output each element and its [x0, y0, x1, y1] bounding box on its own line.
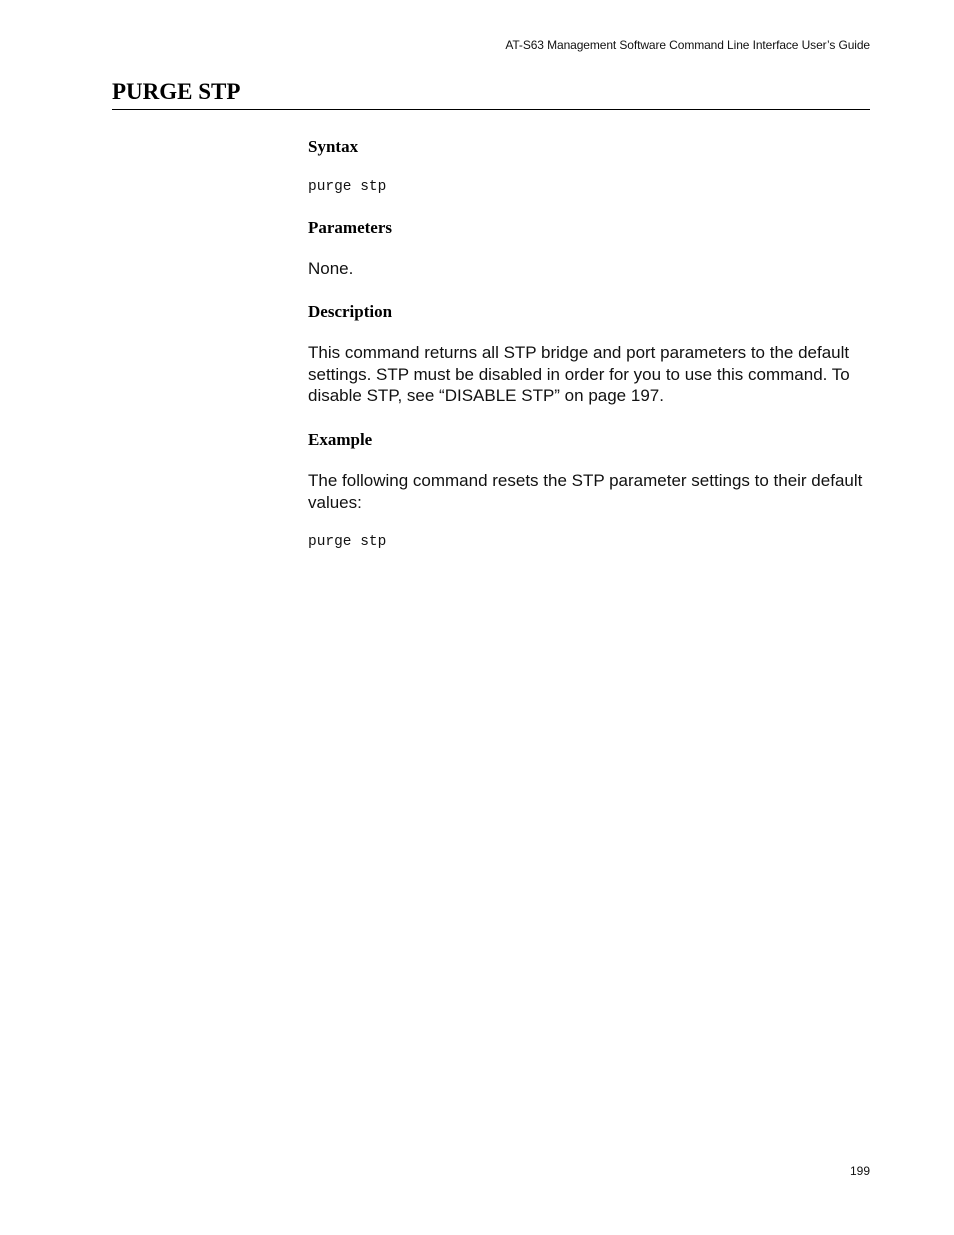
example-text: The following command resets the STP parameter settings to their default values:: [308, 471, 863, 512]
page-title: PURGE STP: [112, 79, 241, 104]
example-code: purge stp: [308, 534, 387, 550]
description-heading: Description: [308, 302, 393, 321]
description-text: This command returns all STP bridge and port parameters to the default settings. STP must be disabled in order for you to use this command. To disable STP, see “DISABLE STP” on page 197.: [308, 343, 850, 405]
parameters-heading: Parameters: [308, 218, 393, 237]
parameters-text: None.: [308, 259, 354, 278]
running-header: AT-S63 Management Software Command Line Interface User’s Guide: [505, 38, 870, 52]
page-number: 199: [849, 1164, 870, 1178]
syntax-code: purge stp: [308, 179, 387, 195]
syntax-heading: Syntax: [308, 137, 359, 156]
title-divider: [112, 109, 870, 110]
example-heading: Example: [308, 430, 373, 449]
